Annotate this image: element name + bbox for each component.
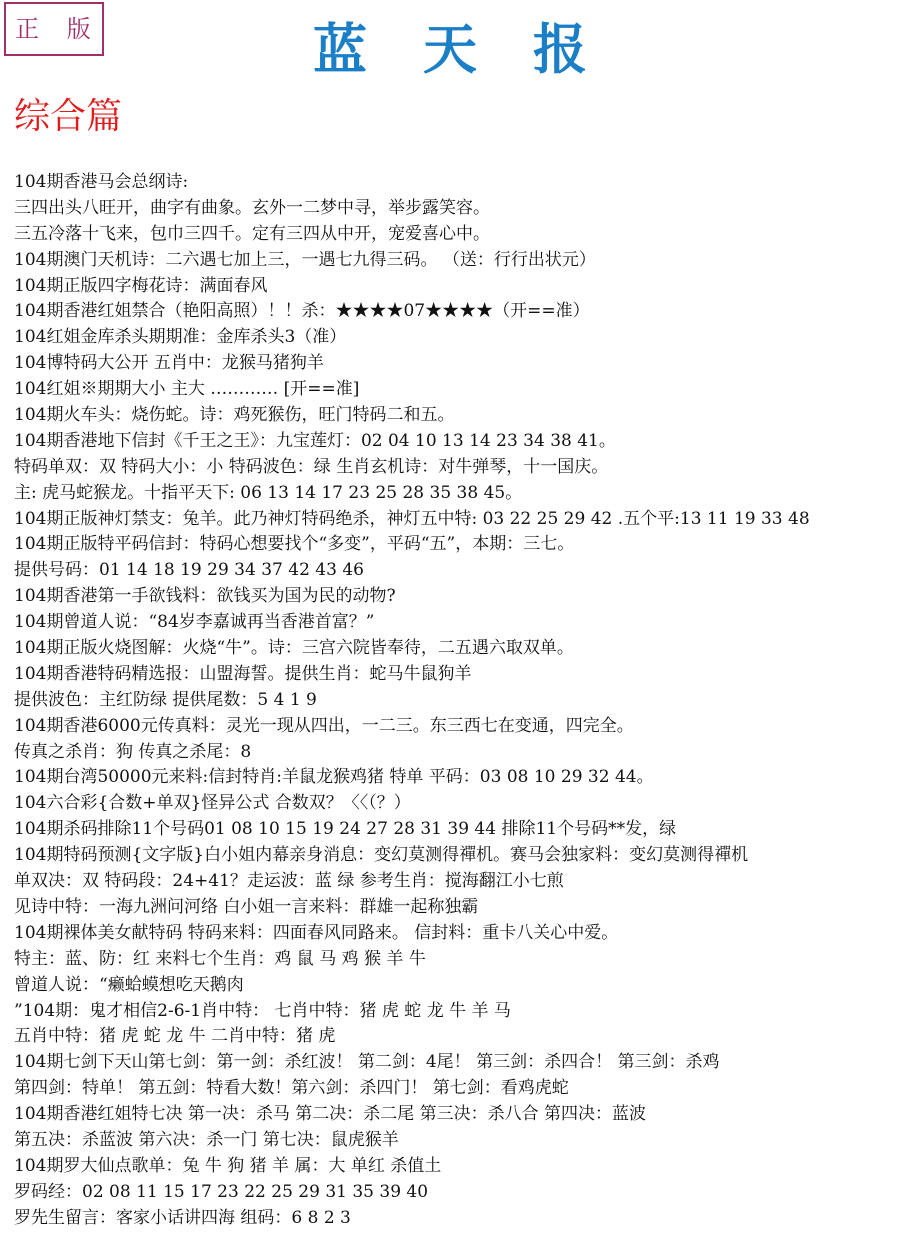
content-line: 104红姐※期期大小 主大 ………… [开==准] [14, 379, 360, 400]
content-line: 104期罗大仙点歌单：兔 牛 狗 猪 羊 属：大 单红 杀值土 [14, 1155, 442, 1176]
masthead-title: 蓝天报 [313, 17, 643, 81]
content-line: 104红姐金库杀头期期准：金库杀头3（准） [14, 327, 347, 348]
content-line: 104期裸体美女献特码 特码来料：四面春风同路来。 信封料：重卡八关心中爱。 [14, 922, 619, 943]
content-line: 主: 虎马蛇猴龙。十指平天下: 06 13 14 17 23 25 28 35 38 45。 [14, 482, 523, 503]
content-line: 104期澳门天机诗：二六遇七加上三，一遇七九得三码。 （送：行行出状元） [14, 249, 596, 270]
content-line: 第五决：杀蓝波 第六决：杀一门 第七决：鼠虎猴羊 [14, 1129, 399, 1150]
content-line: 104期香港红姐禁合（艳阳高照）！！杀：★★★★07★★★★（开==准） [14, 301, 590, 322]
content-line: 单双决：双 特码段：24+41？走运波：蓝 绿 参考生肖：搅海翻江小七煎 [14, 871, 564, 892]
content-line: 提供波色：主红防绿 提供尾数：5 4 1 9 [14, 689, 317, 710]
content-line: 104六合彩{合数+单双}怪异公式 合数双？〈〈（？） [14, 793, 411, 814]
content-line: 特码单双：双 特码大小：小 特码波色：绿 生肖玄机诗：对牛弹琴，十一国庆。 [14, 456, 609, 477]
content-line: 104期正版火烧图解：火烧“牛”。诗：三宫六院皆奉待，二五遇六取双单。 [14, 638, 574, 659]
content-line: 曾道人说：“癞蛤蟆想吃天鹅肉 [14, 974, 244, 995]
content-line: 104期正版四字梅花诗：满面春风 [14, 275, 268, 296]
content-line: 104期曾道人说：“84岁李嘉诚再当香港首富？” [14, 612, 375, 633]
edition-badge: 正 版 [4, 2, 104, 56]
content-line: 104期台湾50000元来料:信封特肖:羊鼠龙猴鸡猪 特单 平码：03 08 10 29 32 44。 [14, 767, 654, 788]
content-line: 104期香港红姐特七决 第一决：杀马 第二决：杀二尾 第三决：杀八合 第四决：蓝波 [14, 1104, 647, 1125]
content-line: 罗先生留言：客家小话讲四海 组码：6 8 2 3 [14, 1207, 351, 1228]
content-line: 三四出头八旺开，曲字有曲象。玄外一二梦中寻，举步露笑容。 [14, 197, 490, 218]
content-line: 传真之杀肖：狗 传真之杀尾：8 [14, 741, 252, 762]
content-line: 罗码经：02 08 11 15 17 23 22 25 29 31 35 39 40 [14, 1181, 429, 1202]
section-title: 综合篇 [14, 96, 123, 137]
content-line: 第四剑：特单！ 第五剑：特看大数！第六剑：杀四门！ 第七剑：看鸡虎蛇 [14, 1078, 569, 1099]
content-line: 104期正版特平码信封：特码心想要找个“多变”，平码“五”，本期：三七。 [14, 534, 575, 555]
content-line: 五肖中特：猪 虎 蛇 龙 牛 二肖中特：猪 虎 [14, 1026, 336, 1047]
content-line: 104博特码大公开 五肖中：龙猴马猪狗羊 [14, 353, 324, 374]
content-line: 104期正版神灯禁支：兔羊。此乃神灯特码绝杀，神灯五中特: 03 22 25 29 42 .五个平:13 11 19 33 48 [14, 508, 810, 529]
content-line: 104期火车头：烧伤蛇。诗：鸡死猴伤，旺门特码二和五。 [14, 405, 455, 426]
content-line: ”104期：鬼才相信2-6-1肖中特： 七肖中特：猪 虎 蛇 龙 牛 羊 马 [14, 1000, 511, 1021]
content-line: 104期七剑下天山第七剑：第一剑：杀红波！ 第二剑：4尾！ 第三剑：杀四合！ 第三剑：杀鸡 [14, 1052, 720, 1073]
content-line: 三五冷落十飞来，包巾三四千。定有三四从中开，宠爱喜心中。 [14, 223, 490, 244]
content-line: 特主：蓝、防：红 来料七个生肖：鸡 鼠 马 鸡 猴 羊 牛 [14, 948, 426, 969]
content-line: 104期香港第一手欲钱料：欲钱买为国为民的动物? [14, 586, 396, 607]
content-line: 104期杀码排除11个号码01 08 10 15 19 24 27 28 31 39 44 排除11个号码**发，绿 [14, 819, 677, 840]
content-line: 104期香港马会总纲诗: [14, 172, 189, 192]
content-line: 104期香港6000元传真料：灵光一现从四出，一二三。东三西七在变通，四完全。 [14, 715, 634, 736]
content-line: 104期香港地下信封《千王之王》：九宝莲灯：02 04 10 13 14 23 34 38 41。 [14, 430, 616, 451]
content-line: 104期香港特码精选报：山盟海誓。提供生肖：蛇马牛鼠狗羊 [14, 663, 472, 684]
content-line: 见诗中特：一海九洲问河络 白小姐一言来料：群雄一起称独霸 [14, 896, 479, 917]
content-lines [14, 170, 898, 1232]
content-line: 提供号码：01 14 18 19 29 34 37 42 43 46 [14, 560, 364, 581]
content-line: 104期特码预测{文字版}白小姐内幕亲身消息：变幻莫测得禪机。赛马会独家料：变幻莫测得禪机 [14, 845, 749, 866]
